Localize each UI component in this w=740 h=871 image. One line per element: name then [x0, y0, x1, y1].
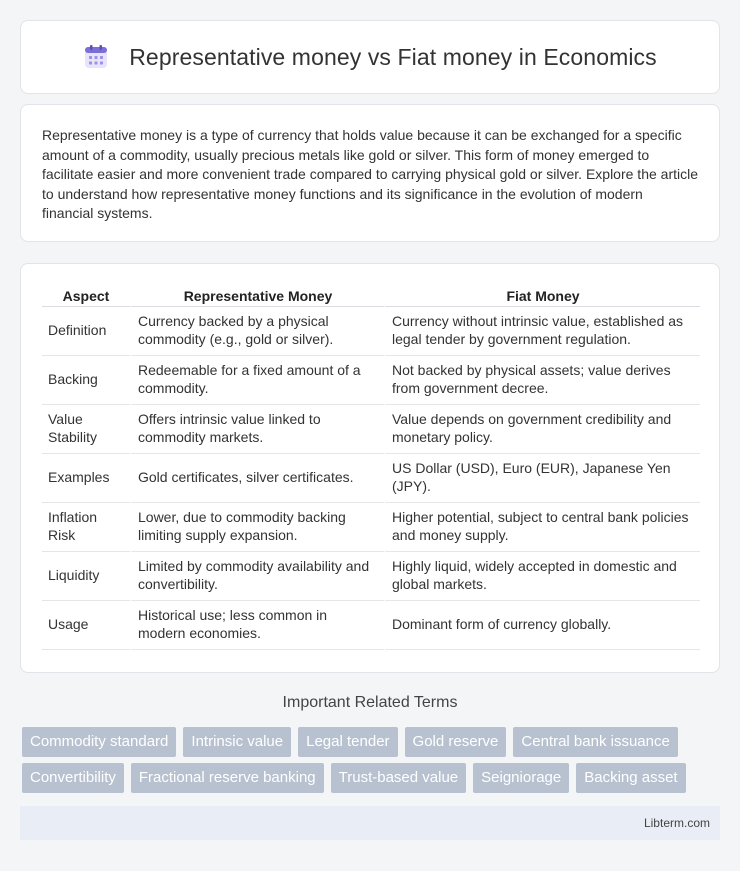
- footer-site-link[interactable]: Libterm.com: [643, 816, 710, 830]
- related-term-tag[interactable]: Commodity standard: [22, 727, 176, 757]
- tag-row: [22, 727, 722, 757]
- table-row: [42, 356, 700, 405]
- table-row: [42, 307, 700, 356]
- fiat-cell: US Dollar (USD), Euro (EUR), Japanese Yen (JPY).: [384, 454, 700, 503]
- header-fiat-money: Fiat Money: [384, 284, 700, 307]
- footer: [20, 806, 720, 840]
- aspect-cell: Liquidity: [42, 552, 130, 601]
- related-term-tag[interactable]: Backing asset: [576, 763, 685, 793]
- table-row: [42, 503, 700, 552]
- related-term-tag[interactable]: Seigniorage: [473, 763, 569, 793]
- representative-cell: Historical use; less common in modern economies.: [130, 601, 384, 650]
- table-row: [42, 601, 700, 650]
- header-representative-money: Representative Money: [130, 284, 384, 307]
- aspect-cell: Usage: [42, 601, 130, 650]
- representative-cell: Limited by commodity availability and convertibility.: [130, 552, 384, 601]
- aspect-cell: Examples: [42, 454, 130, 503]
- representative-cell: Gold certificates, silver certificates.: [130, 454, 384, 503]
- aspect-cell: Value Stability: [42, 405, 130, 454]
- representative-cell: Offers intrinsic value linked to commodity markets.: [130, 405, 384, 454]
- fiat-cell: Higher potential, subject to central bank policies and money supply.: [384, 503, 700, 552]
- fiat-cell: Highly liquid, widely accepted in domestic and global markets.: [384, 552, 700, 601]
- calendar-icon: [83, 44, 109, 70]
- representative-cell: Redeemable for a fixed amount of a commodity.: [130, 356, 384, 405]
- related-terms-tags: [22, 727, 722, 799]
- table-header-row: [42, 284, 700, 307]
- aspect-cell: Inflation Risk: [42, 503, 130, 552]
- comparison-table: [42, 284, 700, 650]
- aspect-cell: Definition: [42, 307, 130, 356]
- table-row: [42, 405, 700, 454]
- related-term-tag[interactable]: Central bank issuance: [513, 727, 677, 757]
- fiat-cell: Not backed by physical assets; value derives from government decree.: [384, 356, 700, 405]
- header-aspect: Aspect: [42, 284, 130, 307]
- representative-cell: Lower, due to commodity backing limiting supply expansion.: [130, 503, 384, 552]
- related-term-tag[interactable]: Fractional reserve banking: [131, 763, 324, 793]
- representative-cell: Currency backed by a physical commodity (e.g., gold or silver).: [130, 307, 384, 356]
- related-term-tag[interactable]: Trust-based value: [331, 763, 467, 793]
- fiat-cell: Currency without intrinsic value, established as legal tender by government regulation.: [384, 307, 700, 356]
- tag-row: [22, 763, 722, 793]
- page-title: Representative money vs Fiat money in Economics: [129, 43, 657, 70]
- header-card: [20, 20, 720, 94]
- related-terms-title: Important Related Terms: [282, 694, 458, 711]
- aspect-cell: Backing: [42, 356, 130, 405]
- fiat-cell: Dominant form of currency globally.: [384, 601, 700, 650]
- related-term-tag[interactable]: Gold reserve: [405, 727, 507, 757]
- fiat-cell: Value depends on government credibility and monetary policy.: [384, 405, 700, 454]
- related-term-tag[interactable]: Legal tender: [298, 727, 397, 757]
- related-term-tag[interactable]: Intrinsic value: [183, 727, 291, 757]
- intro-text: Representative money is a type of currency that holds value because it can be exchanged for a specific amount of a commodity, usually precious metals like gold or silver. This form of money emerged to facilitate easier and more convenient trade compared to carrying physical gold or silver. Explore the article to understand how representative money functions and its significance in the evolution of modern financial systems.: [42, 127, 698, 222]
- comparison-table-card: [20, 263, 720, 673]
- intro-card: [20, 104, 720, 242]
- table-row: [42, 552, 700, 601]
- related-term-tag[interactable]: Convertibility: [22, 763, 124, 793]
- table-row: [42, 454, 700, 503]
